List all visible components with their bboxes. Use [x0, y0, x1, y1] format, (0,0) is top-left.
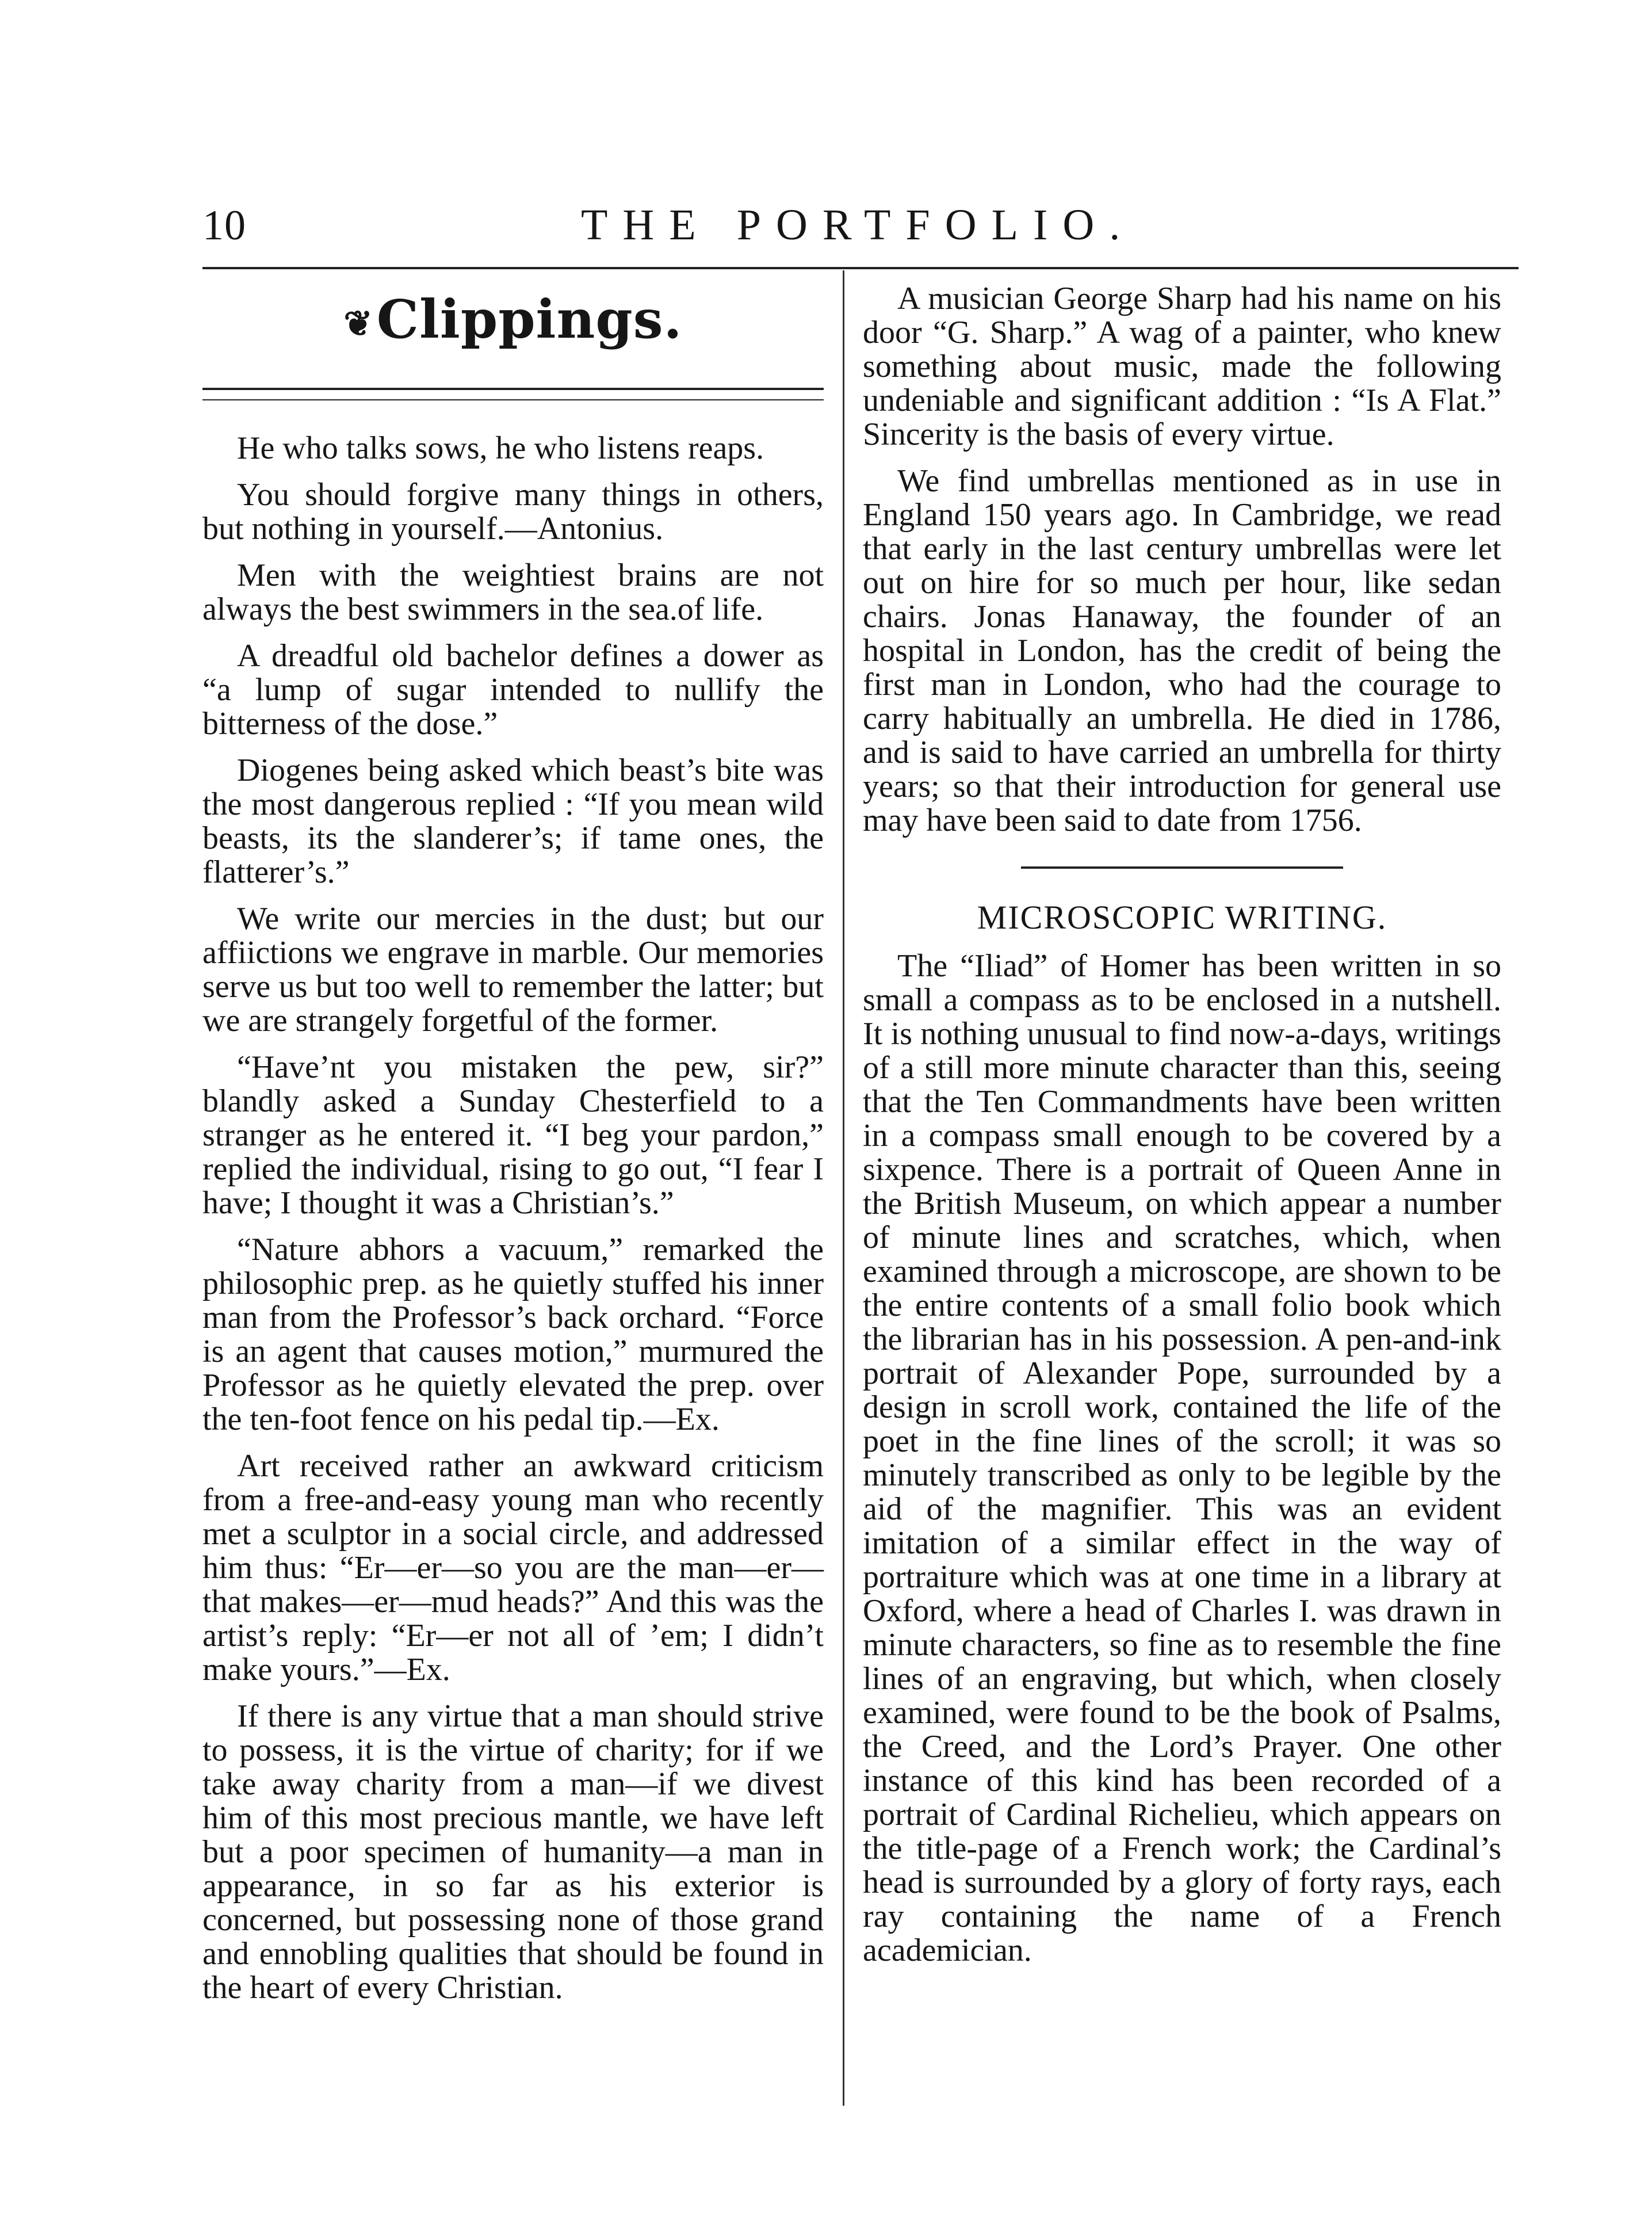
clipping-paragraph: A dreadful old bachelor defines a dower as “a lump of sugar intended to nullify the bitterness of the dose.” [202, 638, 824, 742]
section-title: MICROSCOPIC WRITING. [977, 899, 1387, 936]
column-divider [843, 270, 844, 2106]
left-column [202, 282, 824, 2018]
right-column [863, 282, 1501, 1980]
page-number: 10 [202, 202, 246, 249]
clipping-paragraph: “Have’nt you mistaken the pew, sir?” blandly asked a Sunday Chesterfield to a stranger as he entered it. “I beg your pardon,” replied the individual, rising to go out, “I fear I have; I thought it was a Christian’s.” [202, 1049, 824, 1221]
fleuron-icon: ❦ [343, 304, 373, 345]
article-paragraph: The “Iliad” of Homer has been written in so small a compass as to be enclosed in a nutshell. It is nothing unusual to find now-a-days, writings of a still more minute character than this, seeing that the Ten Commandments have been written in a compass small enough to be covered by a sixpence. There is a portrait of Queen Anne in the British Museum, on which appear a number of minute lines and scratches, which, when examined through a microscope, are shown to be the entire contents of a small folio book which the librarian has in his possession. A pen-and-ink portrait of Alexander Pope, surrounded by a design in scroll work, contained the life of the poet in the fine lines of the scroll; it was so minutely transcribed as only to be legible by the aid of the magnifier. This was an evident imitation of a similar effect in the way of portraiture which was at one time in a library at Oxford, where a head of Charles I. was drawn in minute characters, so fine as to resemble the fine lines of an engraving, but which, when closely examined, were found to be the book of Psalms, the Creed, and the Lord’s Prayer. One other instance of this kind has been recorded of a portrait of Cardinal Richelieu, which appears on the title-page of a French work; the Cardinal’s head is surrounded by a glory of forty rays, each ray containing the name of a French academician. [863, 948, 1501, 1968]
clipping-paragraph: Men with the weightiest brains are not always the best swimmers in the sea.of life. [202, 557, 824, 628]
running-title: THE PORTFOLIO. [581, 201, 1135, 249]
clippings-heading-text: Clippings. [376, 288, 683, 350]
clipping-paragraph: We write our mercies in the dust; but our affiictions we engrave in marble. Our memories serve us but too well to remember the latter; but we are strangely forgetful of the former. [202, 901, 824, 1039]
clipping-paragraph: He who talks sows, he who listens reaps. [237, 430, 764, 467]
clipping-paragraph: Diogenes being asked which beast’s bite was the most dangerous replied : “If you mean wild beasts, its the slanderer’s; if tame ones, the flatterer’s.” [202, 753, 824, 891]
clipping-paragraph: If there is any virtue that a man should strive to possess, it is the virtue of charity; for if we take away charity from a man—if we divest him of this most precious mantle, we have left but a poor specimen of humanity—a man in appearance, in so far as his exterior is concerned, but possessing none of those grand and ennobling qualities that should be found in the heart of every Christian. [202, 1698, 824, 2006]
clippings-heading [202, 288, 824, 356]
clipping-paragraph: “Nature abhors a vacuum,” remarked the philosophic prep. as he quietly stuffed his inner man from the Professor’s back orchard. “Force is an agent that causes motion,” murmured the Professor as he quietly elevated the prep. over the ten-foot fence on his pedal tip.—Ex. [202, 1232, 824, 1438]
double-rule [202, 388, 824, 400]
clipping-paragraph: Art received rather an awkward criticism from a free-and-easy young man who recently met a sculptor in a social circle, and addressed him thus: “Er—er—so you are the man—er—that makes—er—mud heads?” And this was the artist’s reply: “Er—er not all of ’em; I didn’t make yours.”—Ex. [202, 1448, 824, 1688]
header-rule [202, 267, 1519, 269]
clipping-paragraph: A musician George Sharp had his name on his door “G. Sharp.” A wag of a painter, who knew something about music, made the following undeniable and significant addition : “Is A Flat.” Sincerity is the basis of every virtue. [863, 281, 1501, 452]
clipping-paragraph: You should forgive many things in others, but nothing in yourself.—Antonius. [202, 477, 824, 547]
section-rule [1021, 866, 1343, 869]
clipping-paragraph: We find umbrellas mentioned as in use in England 150 years ago. In Cambridge, we read that early in the last century umbrellas were let out on hire for so much per hour, like sedan chairs. Jonas Hanaway, the founder of an hospital in London, has the credit of being the first man in London, who had the courage to carry habitually an umbrella. He died in 1786, and is said to have carried an umbrella for thirty years; so that their introduction for general use may have been said to date from 1756. [863, 463, 1501, 838]
